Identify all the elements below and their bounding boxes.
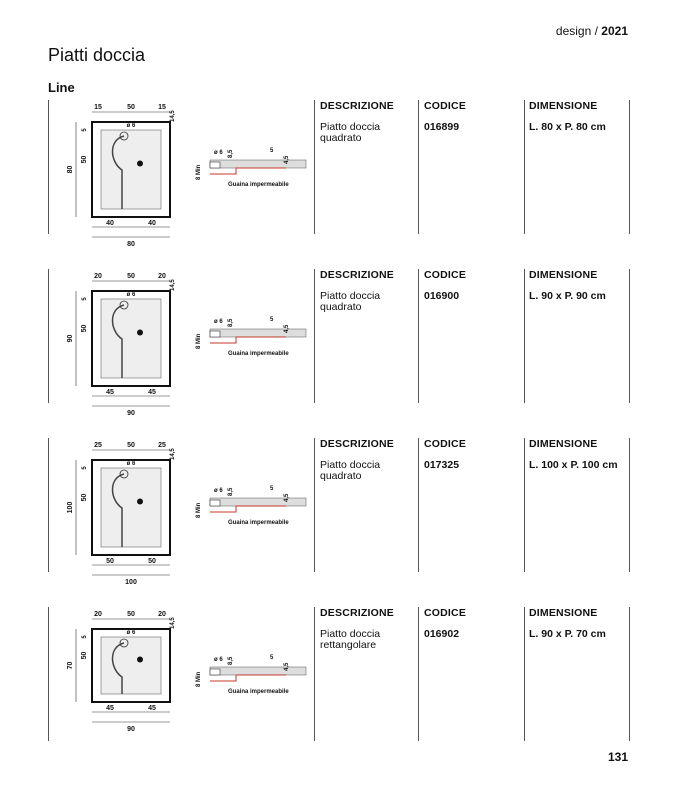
description-line-1: Piatto doccia: [320, 628, 381, 640]
membrane-label: Guaina impermeabile: [228, 182, 289, 188]
section-drawing: [196, 647, 308, 703]
page-header: [556, 24, 628, 38]
drain-diameter: ø 6: [126, 292, 136, 298]
drain-diameter: ø 6: [126, 630, 136, 636]
section-diameter: ø 6: [214, 488, 223, 494]
header-brand: design /: [555, 24, 598, 38]
plan-drawing: [58, 269, 198, 417]
section-diameter: ø 6: [214, 319, 223, 325]
dim-bottom-right: 45: [148, 389, 156, 396]
dim-4-5: 4,5: [284, 324, 290, 333]
product-block: [48, 269, 630, 417]
divider: [524, 269, 525, 403]
code-value: 017325: [424, 459, 460, 471]
min-label: 8 Min: [196, 671, 202, 687]
dimension-column: [529, 438, 627, 471]
dim-bottom-total: 90: [127, 410, 135, 417]
drain-diameter: ø 6: [126, 461, 136, 467]
divider: [629, 438, 630, 572]
code-header: CODICE: [424, 269, 467, 281]
divider: [314, 100, 315, 234]
dim-bottom-left: 40: [106, 220, 114, 227]
description-header: DESCRIZIONE: [320, 100, 394, 112]
dim-8-5: 8,5: [228, 318, 234, 327]
dimension-column: [529, 100, 627, 133]
dim-top-left: 20: [94, 611, 102, 618]
dimension-header: DIMENSIONE: [529, 100, 598, 112]
code-value: 016900: [424, 290, 460, 302]
section-drawing: [196, 309, 308, 365]
section-drawing: [196, 140, 308, 196]
dim-top-left: 20: [94, 273, 102, 280]
divider: [48, 100, 49, 234]
dim-bottom-total: 80: [127, 241, 135, 248]
divider: [314, 607, 315, 741]
membrane-label: Guaina impermeabile: [228, 520, 289, 526]
code-value: 016902: [424, 628, 460, 640]
section-drawing: [196, 478, 308, 534]
description-column: [320, 438, 416, 482]
dim-bottom-total: 90: [127, 726, 135, 733]
dimension-column: [529, 607, 627, 640]
description-line-1: Piatto doccia: [320, 121, 381, 133]
divider: [48, 607, 49, 741]
product-block: [48, 438, 630, 586]
page-number: 131: [607, 750, 628, 764]
dim-bottom-right: 50: [148, 558, 156, 565]
code-header: CODICE: [424, 607, 467, 619]
dimension-value: L. 90 x P. 90 cm: [529, 290, 606, 302]
dim-8-5: 8,5: [228, 149, 234, 158]
dim-5: 5: [270, 486, 274, 492]
dim-5: 5: [270, 148, 274, 154]
dim-4-5: 4,5: [284, 493, 290, 502]
min-label: 8 Min: [196, 164, 202, 180]
divider: [524, 100, 525, 234]
divider: [629, 100, 630, 234]
dim-8-5: 8,5: [228, 487, 234, 496]
header-year: 2021: [601, 24, 628, 38]
code-column: [424, 100, 522, 133]
code-value: 016899: [424, 121, 460, 133]
description-value: [320, 291, 416, 313]
description-value: [320, 122, 416, 144]
description-column: [320, 607, 416, 651]
divider: [48, 269, 49, 403]
dim-4-5: 4,5: [284, 662, 290, 671]
divider: [629, 269, 630, 403]
description-value: [320, 460, 416, 482]
divider: [524, 607, 525, 741]
divider: [314, 269, 315, 403]
divider: [48, 438, 49, 572]
description-header: DESCRIZIONE: [320, 607, 394, 619]
dim-bottom-right: 45: [148, 705, 156, 712]
dimension-value: L. 100 x P. 100 cm: [529, 459, 618, 471]
description-line-2: quadrato: [320, 132, 362, 144]
membrane-label: Guaina impermeabile: [228, 689, 289, 695]
dim-side-total: 100: [67, 501, 74, 514]
dim-side-total: 80: [67, 165, 74, 174]
divider: [418, 100, 419, 234]
dim-14-5: 14,5: [170, 448, 176, 460]
dim-side-small: 5: [82, 297, 88, 301]
dim-side-total: 90: [67, 334, 74, 343]
divider: [418, 269, 419, 403]
code-header: CODICE: [424, 100, 467, 112]
dim-top-right: 25: [158, 442, 166, 449]
description-column: [320, 100, 416, 144]
section-title: Line: [48, 80, 75, 95]
plan-drawing: [58, 100, 198, 248]
dimension-header: DIMENSIONE: [529, 438, 598, 450]
dim-14-5: 14,5: [170, 279, 176, 291]
description-column: [320, 269, 416, 313]
section-diameter: ø 6: [214, 150, 223, 156]
description-line-1: Piatto doccia: [320, 459, 381, 471]
code-header: CODICE: [424, 438, 467, 450]
dim-top-right: 20: [158, 611, 166, 618]
dim-top-center: 50: [127, 273, 135, 280]
dim-8-5: 8,5: [228, 656, 234, 665]
dim-top-center: 50: [127, 442, 135, 449]
divider: [418, 607, 419, 741]
dim-14-5: 14,5: [170, 110, 176, 122]
dim-top-left: 25: [94, 442, 102, 449]
divider: [418, 438, 419, 572]
dim-top-right: 20: [158, 273, 166, 280]
code-column: [424, 438, 522, 471]
dimension-value: L. 90 x P. 70 cm: [529, 628, 606, 640]
product-block: [48, 100, 630, 248]
dim-top-center: 50: [127, 104, 135, 111]
dimension-header: DIMENSIONE: [529, 269, 598, 281]
dimension-column: [529, 269, 627, 302]
plan-drawing: [58, 607, 198, 741]
dim-side-small: 5: [82, 128, 88, 132]
dimension-header: DIMENSIONE: [529, 607, 598, 619]
page-title: Piatti doccia: [48, 45, 146, 65]
description-header: DESCRIZIONE: [320, 438, 394, 450]
drain-diameter: ø 6: [126, 123, 136, 129]
dim-side-small: 5: [82, 466, 88, 470]
divider: [524, 438, 525, 572]
dim-side-inner: 50: [81, 651, 88, 660]
dim-side-inner: 50: [81, 493, 88, 502]
description-line-2: rettangolare: [320, 639, 377, 651]
dim-side-total: 70: [67, 661, 74, 670]
code-column: [424, 607, 522, 640]
description-header: DESCRIZIONE: [320, 269, 394, 281]
dim-5: 5: [270, 655, 274, 661]
plan-drawing: [58, 438, 198, 586]
dimension-value: L. 80 x P. 80 cm: [529, 121, 606, 133]
dim-bottom-left: 45: [106, 389, 114, 396]
dim-side-small: 5: [82, 635, 88, 639]
dim-top-left: 15: [94, 104, 102, 111]
dim-side-inner: 50: [81, 155, 88, 164]
dim-bottom-left: 50: [106, 558, 114, 565]
description-value: [320, 629, 416, 651]
dim-5: 5: [270, 317, 274, 323]
description-line-2: quadrato: [320, 301, 362, 313]
min-label: 8 Min: [196, 333, 202, 349]
dim-top-center: 50: [127, 611, 135, 618]
divider: [314, 438, 315, 572]
description-line-1: Piatto doccia: [320, 290, 381, 302]
section-diameter: ø 6: [214, 657, 223, 663]
product-block: [48, 607, 630, 741]
divider: [629, 607, 630, 741]
dim-top-right: 15: [158, 104, 166, 111]
dim-bottom-total: 100: [125, 579, 137, 586]
code-column: [424, 269, 522, 302]
membrane-label: Guaina impermeabile: [228, 351, 289, 357]
dim-bottom-left: 45: [106, 705, 114, 712]
min-label: 8 Min: [196, 502, 202, 518]
dim-bottom-right: 40: [148, 220, 156, 227]
dim-14-5: 14,5: [170, 617, 176, 629]
dim-side-inner: 50: [81, 324, 88, 333]
description-line-2: quadrato: [320, 470, 362, 482]
dim-4-5: 4,5: [284, 155, 290, 164]
